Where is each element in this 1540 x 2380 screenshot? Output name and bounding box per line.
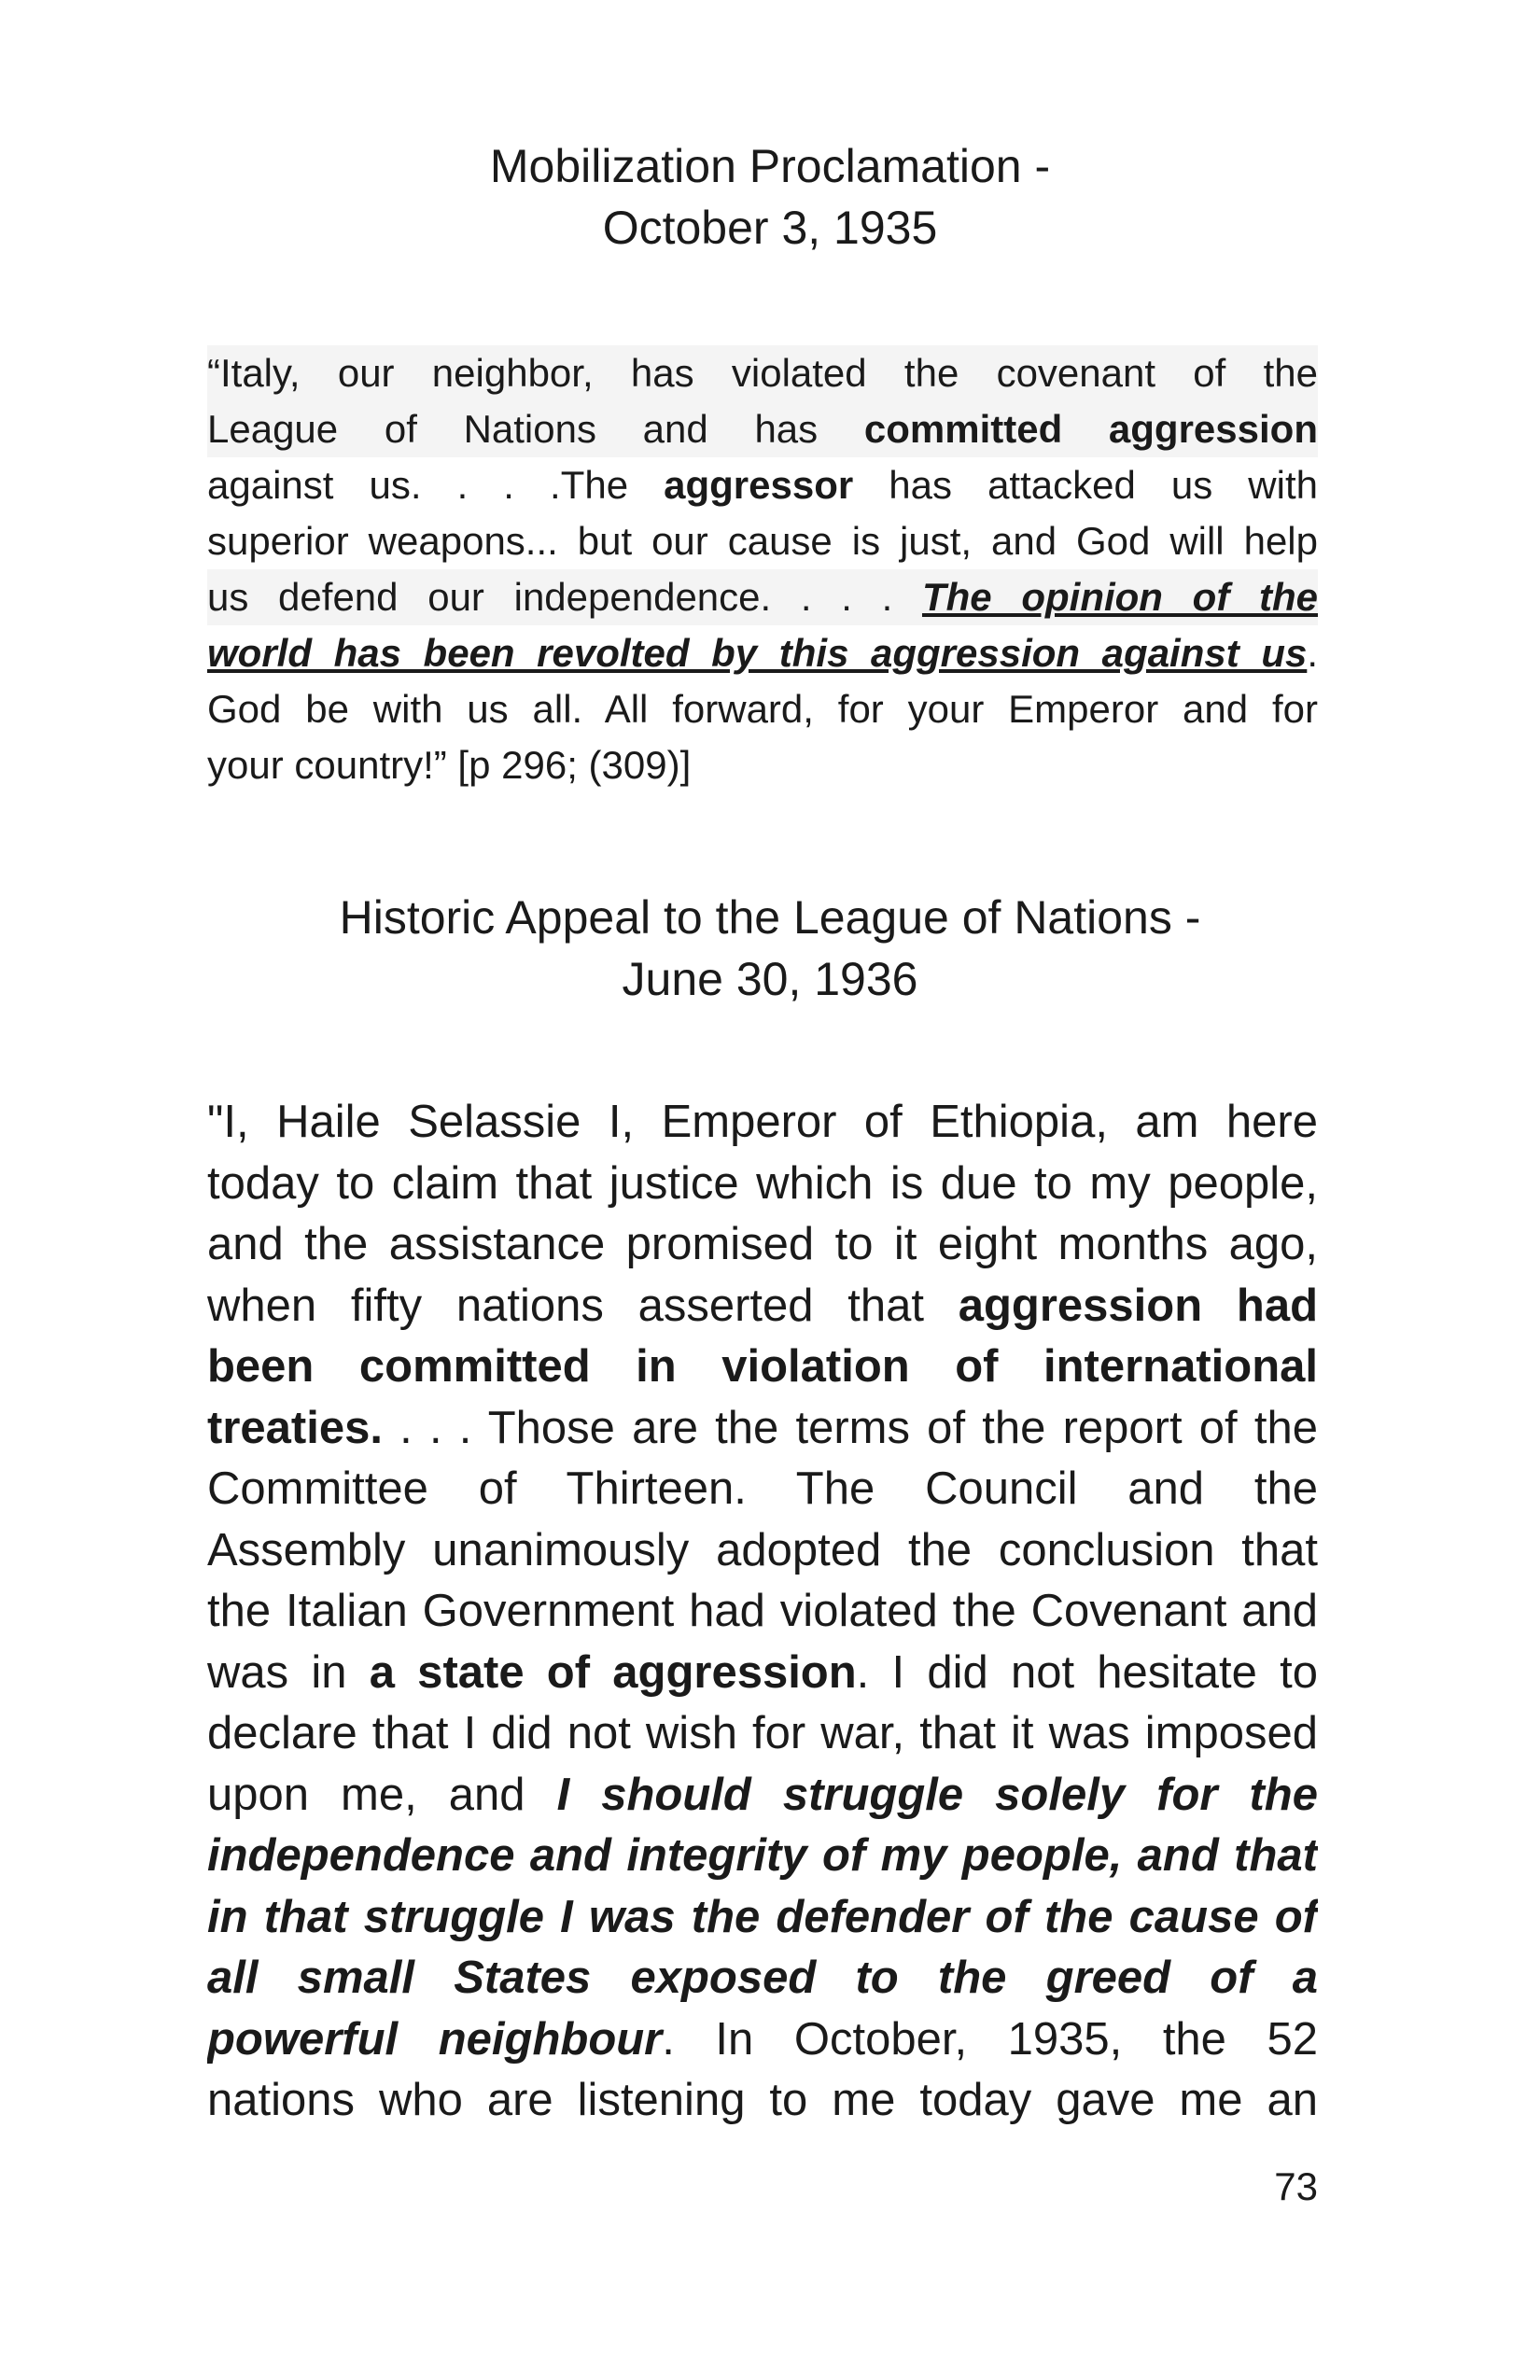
quote-line: League of Nations and has committed aggression (207, 401, 1318, 457)
league-appeal-quote (207, 1092, 1318, 2132)
quote-line: today to claim that justice which is due to my people, (207, 1157, 1318, 1209)
page-number: 73 (1274, 2164, 1318, 2208)
quote-line: us defend our independence. . . . The opinion of the (207, 569, 1318, 625)
quote-line: the Italian Government had violated the Covenant and (207, 1586, 1318, 1636)
quote-line: superior weapons... but our cause is just, and God will help (207, 519, 1318, 563)
section-heading-mobilization (0, 135, 1540, 259)
quote-line: your country!” [p 296; (309)] (207, 743, 692, 787)
quote-line: when fifty nations asserted that aggression had (207, 1280, 1318, 1331)
quote-line: and the assistance promised to it eight months ago, (207, 1219, 1318, 1269)
quote-line: Assembly unanimously adopted the conclusion that (207, 1524, 1318, 1575)
mobilization-quote (207, 345, 1318, 793)
quote-line: against us. . . .The aggressor has attacked us with (207, 463, 1318, 507)
quote-line: treaties. . . . Those are the terms of the report of the (207, 1402, 1318, 1453)
quote-line: declare that I did not wish for war, that it was imposed (207, 1708, 1318, 1758)
heading-date: June 30, 1936 (622, 953, 918, 1005)
quote-line: independence and integrity of my people, and that (207, 1830, 1318, 1881)
quote-line: God be with us all. All forward, for your Emperor and for (207, 687, 1318, 731)
quote-line: "I, Haile Selassie I, Emperor of Ethiopia, am here (207, 1097, 1318, 1147)
quote-line: Committee of Thirteen. The Council and the (207, 1463, 1318, 1514)
quote-line: all small States exposed to the greed of a (207, 1953, 1318, 2003)
quote-line: nations who are listening to me today gave me an (207, 2075, 1318, 2125)
quote-line: been committed in violation of international (207, 1341, 1318, 1392)
heading-date: October 3, 1935 (602, 202, 938, 254)
quote-line: upon me, and I should struggle solely for the (207, 1769, 1318, 1820)
quote-line: world has been revolted by this aggression against us. (207, 631, 1318, 675)
quote-line: was in a state of aggression. I did not hesitate to (207, 1646, 1318, 1698)
heading-title: Historic Appeal to the League of Nations - (339, 891, 1201, 944)
heading-title: Mobilization Proclamation - (489, 140, 1051, 192)
section-heading-league-appeal (0, 887, 1540, 1010)
quote-line: “Italy, our neighbor, has violated the covenant of the (207, 345, 1318, 401)
quote-line: in that struggle I was the defender of the cause of (207, 1891, 1318, 1942)
quote-line: powerful neighbour. In October, 1935, the 52 (207, 2013, 1318, 2065)
